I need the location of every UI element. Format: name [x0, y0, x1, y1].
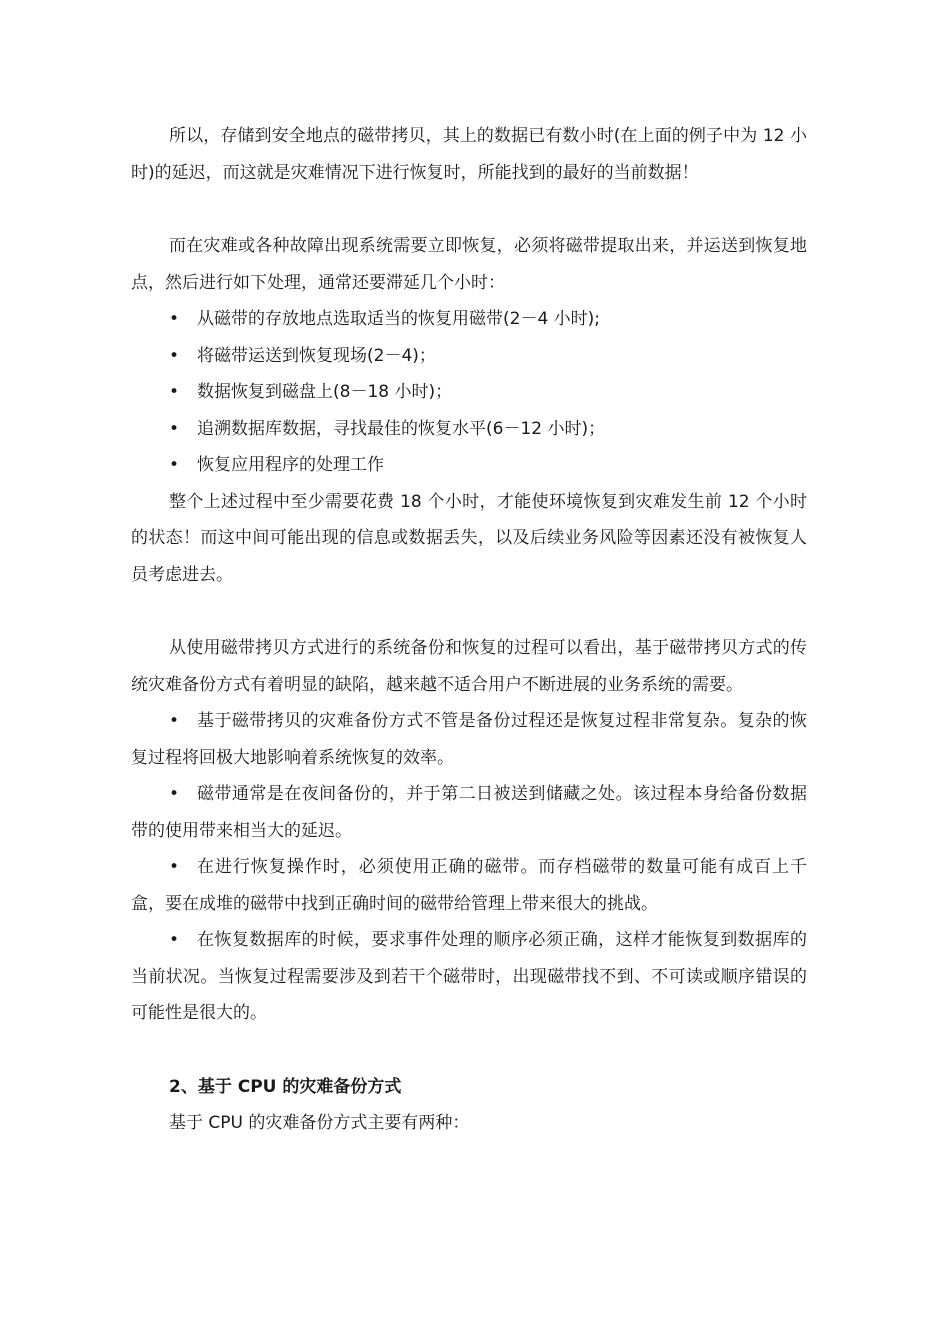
list-item-text: 将磁带运送到恢复现场(2－4)；	[197, 345, 436, 366]
bullet-icon: •	[169, 309, 180, 329]
bullet-icon: •	[169, 857, 180, 877]
list-item	[131, 338, 807, 375]
defect-text: 在恢复数据库的时候，要求事件处理的顺序必须正确，这样才能恢复到数据库的当前状况。当恢复过程需要涉及到若干个磁带时，出现磁带找不到、不可读或顺序错误的可能性是很大的。	[131, 930, 807, 1023]
bullet-icon: •	[169, 345, 180, 366]
defect-text: 基于磁带拷贝的灾难备份方式不管是备份过程还是恢复过程非常复杂。复杂的恢复过程将回极大地影响着系统恢复的效率。	[131, 711, 807, 768]
paragraph-tape-delay: 所以，存储到安全地点的磁带拷贝，其上的数据已有数小时(在上面的例子中为 12 小时)的延迟，而这就是灾难情况下进行恢复时，所能找到的最好的当前数据！	[131, 126, 807, 183]
document-page	[131, 118, 807, 1142]
list-item-text: 数据恢复到磁盘上(8－18 小时)；	[197, 382, 453, 402]
section-heading: 2、基于 CPU 的灾难备份方式	[169, 1076, 402, 1097]
defect-item	[131, 776, 807, 849]
list-item	[131, 447, 807, 484]
defect-text: 磁带通常是在夜间备份的，并于第二日被送到储藏之处。该过程本身给备份数据带的使用带来相当大的延迟。	[131, 784, 807, 841]
bullet-icon: •	[169, 930, 180, 950]
list-item	[131, 411, 807, 448]
bullet-icon: •	[169, 711, 180, 731]
spacer	[131, 1032, 807, 1069]
list-item-text: 从磁带的存放地点选取适当的恢复用磁带(2－4 小时);	[197, 309, 601, 329]
defect-item	[131, 849, 807, 922]
bullet-icon: •	[169, 382, 180, 402]
paragraph-recovery-intro: 而在灾难或各种故障出现系统需要立即恢复，必须将磁带提取出来，并运送到恢复地点，然后进行如下处理，通常还要滞延几个小时：	[131, 236, 807, 293]
paragraph-tape-defects-intro: 从使用磁带拷贝方式进行的系统备份和恢复的过程可以看出，基于磁带拷贝方式的传统灾难备份方式有着明显的缺陷，越来越不适合用户不断进展的业务系统的需要。	[131, 638, 807, 695]
list-item-text: 追溯数据库数据，寻找最佳的恢复水平(6－12 小时)；	[197, 418, 606, 439]
paragraph-total-time: 整个上述过程中至少需要花费 18 个小时，才能使环境恢复到灾难发生前 12 个小时的状态！而这中间可能出现的信息或数据丢失，以及后续业务风险等因素还没有被恢复人员考虑进去。	[131, 491, 807, 585]
bullet-icon: •	[169, 455, 180, 475]
list-item-text: 恢复应用程序的处理工作	[197, 455, 384, 475]
bullet-icon: •	[169, 418, 180, 439]
spacer	[131, 191, 807, 228]
defect-text: 在进行恢复操作时，必须使用正确的磁带。而存档磁带的数量可能有成百上千盒，要在成堆的磁带中找到正确时间的磁带给管理上带来很大的挑战。	[131, 857, 807, 914]
paragraph-cpu-intro: 基于 CPU 的灾难备份方式主要有两种：	[169, 1113, 470, 1133]
defect-item	[131, 703, 807, 776]
spacer	[131, 593, 807, 630]
defect-item	[131, 922, 807, 1032]
list-item	[131, 301, 807, 338]
bullet-icon: •	[169, 784, 180, 804]
list-item	[131, 374, 807, 411]
